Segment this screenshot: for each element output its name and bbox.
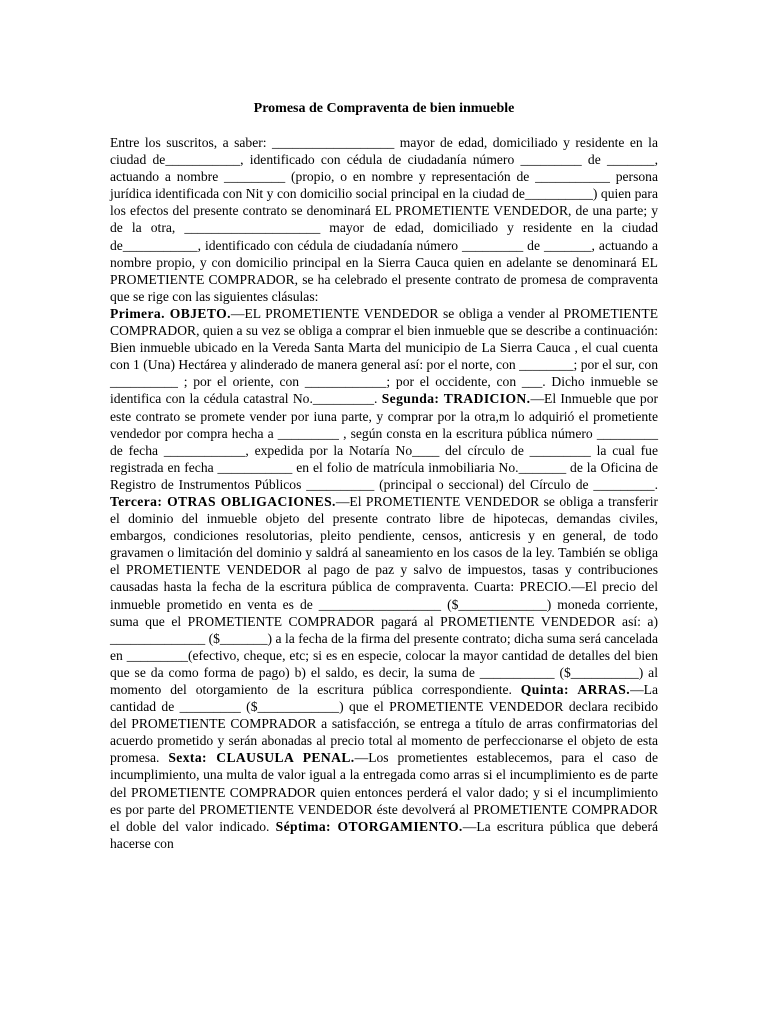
clause-5-text: —La cantidad de _________ ($____________) que el PROMETIENTE VENDEDOR declara recibido del PROMETIENTE COMPRADOR a satisfacción, se entrega a título de arras confirmatorias del acuerdo prometido y serán abonadas al precio total al momento de perfeccionarse el objeto de esta promesa.: [110, 682, 658, 766]
clause-7-text: —La escritura pública que deberá hacerse con: [110, 818, 659, 851]
clause-3-text: —El PROMETIENTE VENDEDOR se obliga a transferir el dominio del inmueble objeto del presente contrato libre de hipotecas, demandas civiles, embargos, condiciones resolutorias, pleito pendiente, censos, anticresis y en general, de todo gravamen o limitación del dominio y saldrá al saneamiento en los casos de la ley. También se obliga el PROMETIENTE VENDEDOR al pago de paz y salvo de impuestos, tasas y contribuciones causadas hasta la fecha de la escritura pública de compraventa. Cuarta: PRECIO.—El precio del inmueble prometido en venta es de __________________ ($_____________) moneda corriente, suma que el PROMETIENTE COMPRADOR pagará al PROMETIENTE VENDEDOR así: a) ______________ ($_______) a la fecha de la firma del presente contrato; dicha suma será cancelada en _________(efectivo, cheque, etc; si es en especie, colocar la mayor cantidad de detalles del bien que se da como forma de pago) b) el saldo, es decir, la suma de ___________ ($__________) al momento del otorgamiento de la escritura pública correspondiente.: [110, 493, 658, 697]
clause-1-text: —EL PROMETIENTE VENDEDOR se obliga a vender al PROMETIENTE COMPRADOR, quien a su vez se obliga a comprar el bien inmueble que se describe a continuación: Bien inmueble ubicado en la Vereda Santa Marta del municipio de La Sierra Cauca , el cual cuenta con 1 (Una) Hectárea y alinderado de manera general así: por el norte, con ________; por el sur, con __________ ; por el oriente, con ____________; por el occidente, con ___. Dicho inmueble se identifica con la cédula catastral No._________.: [110, 305, 658, 407]
clause-2-text: —El Inmueble que por este contrato se promete vender por iuna parte, y comprar por la otra,m lo adquirió el prometiente vendedor por compra hecha a _________ , según consta en la escritura pública número _________ de fecha ____________, expedida por la Notaría No____ del círculo de _________ la cual fue registrada en fecha ___________ en el folio de matrícula inmobiliaria No._______ de la Oficina de Registro de Instrumentos Públicos __________ (principal o seccional) del Círculo de _________.: [110, 391, 659, 492]
document-body: [110, 134, 658, 852]
clause-6-text: —Los prometientes establecemos, para el caso de incumplimiento, una multa de valor igual a la entregada como arras si el incumplimiento es de parte del PROMETIENTE COMPRADOR quien entonces perderá el valor dado; y si el incumplimiento es por parte del PROMETIENTE VENDEDOR éste devolverá al PROMETIENTE COMPRADOR el doble del valor indicado.: [110, 750, 659, 834]
intro-paragraph: Entre los suscritos, a saber: __________________ mayor de edad, domiciliado y residente en la ciudad de___________, identificado con cédula de ciudadanía número _________ de _______, actuando a nombre _________ (propio, o en nombre y representación de ___________ persona jurídica identificada con Nit y con domicilio social principal en la ciudad de__________) quien para los efectos del presente contrato se denominará EL PROMETIENTE VENDEDOR, de una parte; y de la otra, ____________________ mayor de edad, domiciliado y residente en la ciudad de___________, identificado con cédula de ciudadanía número _________ de _______, actuando a nombre propio, y con domicilio principal en la Sierra Cauca quien en adelante se denominará EL PROMETIENTE COMPRADOR, se ha celebrado el presente contrato de promesa de compraventa que se rige con las siguientes clásulas:: [110, 135, 658, 304]
document-page: [110, 100, 658, 852]
clause-5-heading: Quinta: ARRAS.: [520, 682, 631, 697]
clause-1-heading: Primera. OBJETO.: [110, 305, 231, 321]
document-title: Promesa de Compraventa de bien inmueble: [253, 101, 515, 116]
clauses-paragraph: [110, 305, 658, 852]
clause-7-heading: Séptima: OTORGAMIENTO.: [275, 818, 463, 834]
clause-6-heading: Sexta: CLAUSULA PENAL.: [168, 750, 355, 766]
clause-3-heading: Tercera: OTRAS OBLIGACIONES.: [110, 493, 336, 509]
clause-2-heading: Segunda: TRADICION.: [381, 391, 531, 407]
